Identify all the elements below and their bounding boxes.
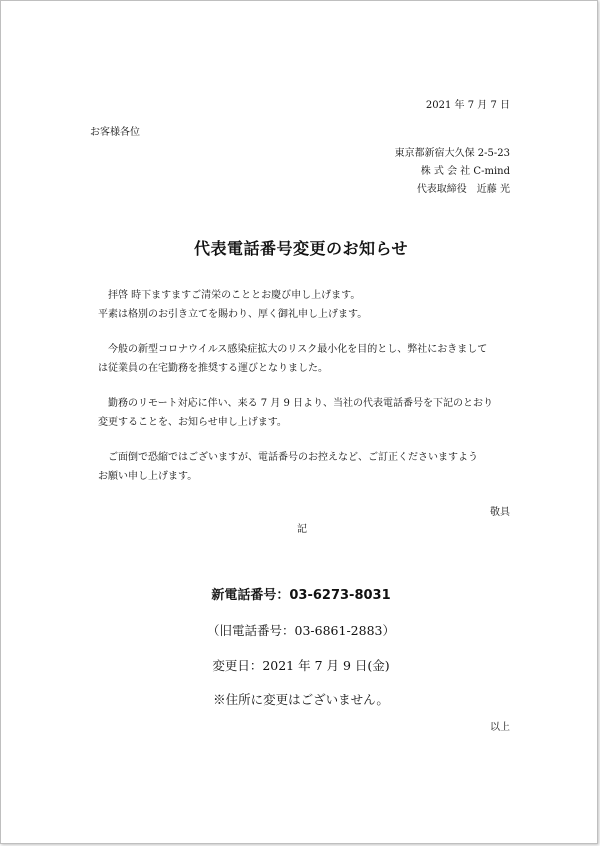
- document-date: 2021 年 7 月 7 日: [425, 100, 510, 111]
- new-phone-number: 新電話番号：03-6273-8031: [211, 588, 391, 603]
- change-date: 変更日：2021 年 7 月 9 日(金): [212, 658, 390, 673]
- paragraph-line: お願い申し上げます。: [98, 470, 198, 482]
- recipient: お客様各位: [90, 127, 140, 138]
- document-title: 代表電話番号変更のお知らせ: [193, 239, 409, 258]
- paragraph-line: 今般の新型コロナウイルス感染症拡大のリスク最小化を目的とし、弊社におきまして: [108, 344, 488, 355]
- ki-marker: 記: [297, 524, 307, 535]
- paragraph: [98, 395, 518, 432]
- sender-block: [395, 145, 510, 199]
- paragraph: [98, 449, 518, 486]
- paragraph-line: ご面倒で恐縮ではございますが、電話番号のお控えなど、ご訂正くださいますよう: [108, 452, 478, 463]
- sender-representative: 代表取締役 近藤 光: [416, 184, 510, 195]
- old-phone-number: （旧電話番号：03-6861-2883）: [207, 623, 395, 638]
- paragraph-line: は従業員の在宅勤務を推奨する運びとなりました。: [98, 362, 328, 374]
- end-marker: 以上: [490, 722, 510, 733]
- paragraph-line: 平素は格別のお引き立てを賜わり、厚く御礼申し上げます。: [98, 308, 368, 320]
- closing-keigu: 敬具: [490, 507, 510, 518]
- paragraph: [98, 341, 518, 378]
- paragraph: [98, 287, 518, 324]
- paragraph-line: 勤務のリモート対応に伴い、来る 7 月 9 日より、当社の代表電話番号を下記のとおり: [108, 398, 494, 409]
- address-note: ※住所に変更はございません。: [213, 692, 389, 707]
- paragraph-line: 変更することを、お知らせ申し上げます。: [98, 416, 287, 428]
- sender-company: 株 式 会 社 C-mind: [420, 166, 510, 177]
- paragraph-line: 拝啓 時下ますますご清栄のこととお慶び申し上げます。: [108, 290, 361, 301]
- body-text: [98, 287, 518, 503]
- sender-address: 東京都新宿大久保 2-5-23: [394, 148, 510, 159]
